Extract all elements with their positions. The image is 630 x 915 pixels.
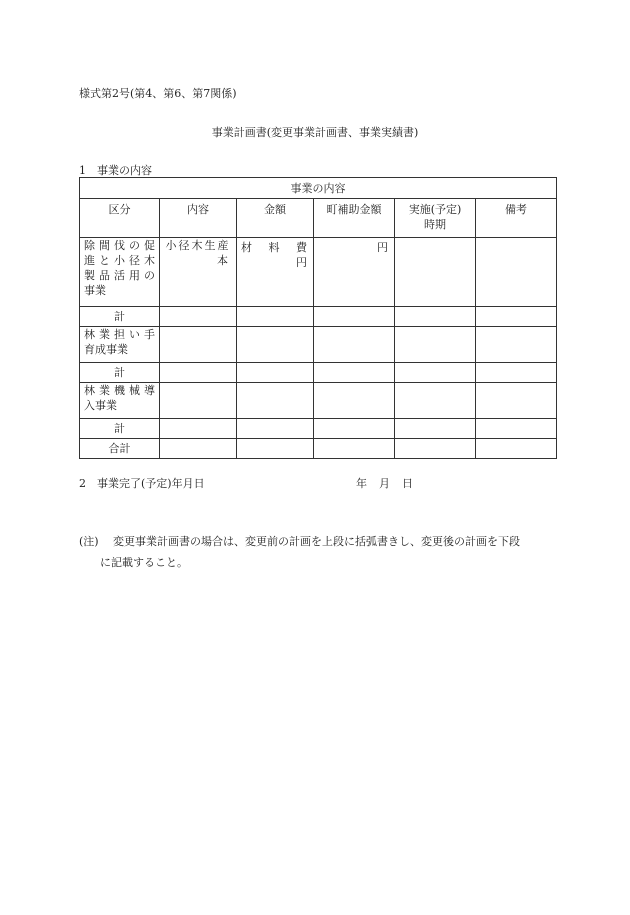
cell [237, 383, 314, 419]
row1-content [160, 238, 237, 307]
cell [395, 363, 476, 383]
cell [237, 307, 314, 327]
section-1-heading [79, 162, 152, 178]
amount-char-1: 材 [241, 241, 252, 254]
row1-amount-unit: 円 [296, 256, 307, 269]
header-amount: 金額 [237, 199, 314, 238]
section-1-number: 1 [79, 164, 86, 177]
cell [314, 307, 395, 327]
total-row [80, 439, 557, 459]
cell [476, 327, 557, 363]
row1-remarks [476, 238, 557, 307]
completion-date [356, 475, 425, 491]
header-remarks: 備考 [476, 199, 557, 238]
row3-category-line1: 林業機械導 [84, 384, 155, 397]
subtotal-row [80, 363, 557, 383]
row1-category-line3: 製品活用の [84, 269, 155, 282]
cell [476, 419, 557, 439]
cell [160, 439, 237, 459]
cell [160, 307, 237, 327]
cell [395, 307, 476, 327]
header-period [395, 199, 476, 238]
cell [314, 327, 395, 363]
note-line1: 変更事業計画書の場合は、変更前の計画を上段に括弧書きし、変更後の計画を下段 [113, 535, 520, 548]
table-row [80, 238, 557, 307]
note [79, 531, 559, 573]
header-subsidy: 町補助金額 [314, 199, 395, 238]
cell [395, 327, 476, 363]
amount-char-3: 費 [296, 241, 307, 254]
cell [395, 383, 476, 419]
cell [314, 419, 395, 439]
cell [476, 307, 557, 327]
table-header-row [80, 199, 557, 238]
subtotal-label: 計 [80, 363, 160, 383]
section-1-label: 事業の内容 [97, 164, 152, 177]
date-month: 月 [379, 477, 390, 490]
section-2-number: 2 [79, 477, 86, 490]
form-number: 様式第2号(第4、第6、第7関係) [79, 87, 237, 100]
cell [237, 419, 314, 439]
total-label: 合計 [80, 439, 160, 459]
cell [160, 419, 237, 439]
row1-content-line1: 小径木生産 [165, 239, 231, 252]
row1-amount [237, 238, 314, 307]
cell [395, 439, 476, 459]
row1-category-line4: 事業 [84, 284, 106, 297]
date-day: 日 [402, 477, 413, 490]
cell [476, 383, 557, 419]
cell [160, 363, 237, 383]
row1-content-line2: 本 [217, 254, 228, 267]
cell [314, 439, 395, 459]
cell [314, 383, 395, 419]
row1-subsidy: 円 [314, 238, 395, 307]
note-line2: に記載すること。 [100, 556, 188, 569]
subtotal-row [80, 419, 557, 439]
header-period-line1: 実施(予定) [408, 203, 462, 216]
cell [237, 439, 314, 459]
header-content: 内容 [160, 199, 237, 238]
section-2-label: 事業完了(予定)年月日 [97, 477, 205, 490]
row2-category-line1: 林業担い手 [84, 328, 155, 341]
row2-category [80, 327, 160, 363]
subtotal-row [80, 307, 557, 327]
cell [160, 327, 237, 363]
amount-char-2: 料 [268, 241, 280, 254]
cell [237, 363, 314, 383]
table-row [80, 383, 557, 419]
cell [395, 419, 476, 439]
note-label: (注) [79, 535, 99, 548]
document-title: 事業計画書(変更事業計画書、事業実績書) [211, 126, 419, 139]
row1-period [395, 238, 476, 307]
cell [314, 363, 395, 383]
row2-category-line2: 育成事業 [84, 343, 128, 356]
table-row [80, 327, 557, 363]
cell [160, 383, 237, 419]
row1-category-line1: 除間伐の促 [84, 239, 155, 252]
table-caption: 事業の内容 [80, 178, 557, 199]
subtotal-label: 計 [80, 307, 160, 327]
business-content-table [79, 177, 557, 459]
row3-category [80, 383, 160, 419]
cell [476, 363, 557, 383]
cell [476, 439, 557, 459]
row1-amount-label [241, 240, 307, 255]
date-year: 年 [356, 477, 367, 490]
header-period-line2: 時期 [424, 218, 446, 231]
row1-category [80, 238, 160, 307]
row1-category-line2: 進と小径木 [84, 254, 155, 267]
section-2-heading [79, 475, 205, 491]
cell [237, 327, 314, 363]
header-category: 区分 [80, 199, 160, 238]
subtotal-label: 計 [80, 419, 160, 439]
row3-category-line2: 入事業 [84, 399, 117, 412]
